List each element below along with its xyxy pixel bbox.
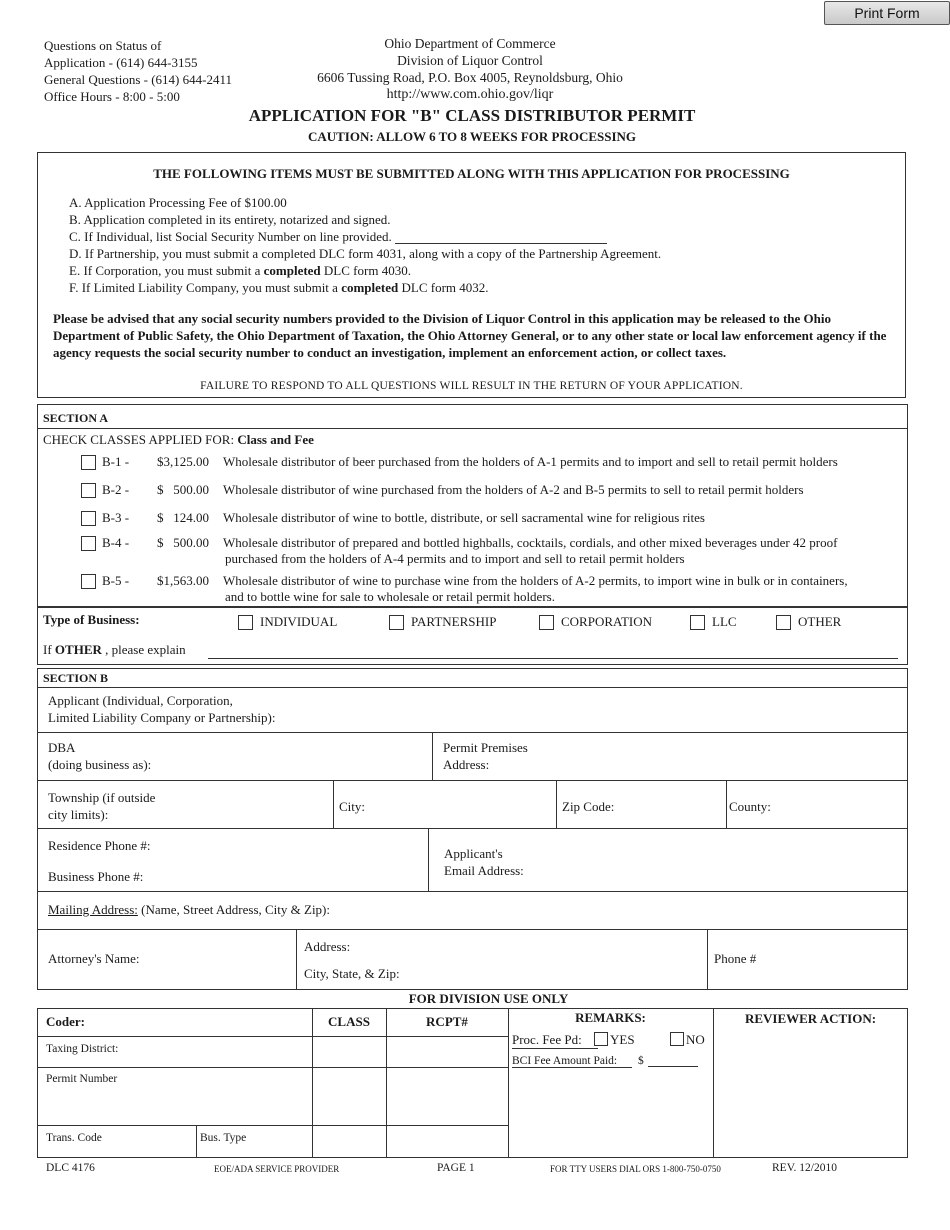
requirement-text: E. If Corporation, you must submit a [69, 263, 264, 278]
divider [37, 929, 908, 930]
coder-label: Coder: [46, 1014, 85, 1029]
city-label: City: [339, 799, 366, 814]
divider [726, 780, 727, 828]
class-description-continued: and to bottle wine for sale to wholesale or retail permit holders. [225, 589, 555, 604]
applicant-label [48, 692, 275, 726]
class-description-block [223, 573, 903, 605]
premises-address-input[interactable] [545, 755, 900, 773]
requirement-item [69, 262, 661, 279]
trans-code-label: Trans. Code [46, 1132, 102, 1144]
class-description-continued: purchased from the holders of A-4 permits and to import and sell to retail permit holders [225, 551, 685, 566]
divider [37, 891, 908, 892]
divider [556, 780, 557, 828]
requirements-list [69, 194, 661, 296]
attorney-city-label: City, State, & Zip: [304, 966, 400, 981]
class-code: B-1 - [102, 454, 130, 469]
other-bold: OTHER [54, 642, 102, 657]
attorney-city-input[interactable] [412, 965, 702, 983]
business-type-checkbox-llc[interactable] [690, 615, 705, 630]
class-description-block [223, 482, 903, 498]
requirement-text: DLC form 4030. [320, 263, 411, 278]
requirement-item: B. Application completed in its entirety, notarized and signed. [69, 212, 391, 227]
class-fee: $ 500.00 [157, 482, 209, 497]
business-type-label-other: OTHER [798, 614, 842, 629]
business-type-label-partnership: PARTNERSHIP [411, 614, 497, 629]
requirement-text: C. If Individual, list Social Security Number on line provided. [69, 229, 392, 244]
divider [37, 780, 908, 781]
divider [333, 780, 334, 828]
zip-label: Zip Code: [562, 799, 615, 814]
bus-type-label: Bus. Type [200, 1132, 247, 1144]
business-type-label-individual: INDIVIDUAL [260, 614, 338, 629]
business-type-checkbox-partnership[interactable] [389, 615, 404, 630]
email-label [444, 845, 524, 879]
class-description: Wholesale distributor of beer purchased from the holders of A-1 permits and to import and sell to retail permit holders [223, 454, 838, 469]
divider [428, 828, 429, 891]
other-text: , please explain [101, 642, 186, 657]
business-type-checkbox-individual[interactable] [238, 615, 253, 630]
label-line: Address: [443, 757, 490, 772]
dollar-sign: $ [638, 1055, 644, 1067]
underline [512, 1067, 632, 1068]
label-line: Limited Liability Company or Partnership): [48, 710, 276, 725]
section-a-label: SECTION A [43, 411, 109, 425]
proc-fee-yes-checkbox[interactable] [594, 1032, 608, 1046]
proc-fee-label: Proc. Fee Pd: [512, 1032, 582, 1047]
eoe-note: EOE/ADA SERVICE PROVIDER [214, 1164, 340, 1174]
mailing-address-label [48, 901, 330, 918]
class-checkbox[interactable] [81, 511, 96, 526]
class-code: B-5 - [102, 573, 130, 588]
divider [713, 1008, 714, 1158]
business-type-label: Type of Business: [43, 612, 140, 627]
class-description-block [223, 454, 903, 470]
premises-label [443, 739, 528, 773]
contact-line: Office Hours - 8:00 - 5:00 [44, 89, 180, 104]
label-line: Township (if outside [48, 790, 156, 805]
proc-fee-no-checkbox[interactable] [670, 1032, 684, 1046]
business-phone-label: Business Phone #: [48, 869, 144, 884]
class-row [0, 535, 950, 569]
divider [37, 1036, 508, 1037]
label-line: DBA [48, 740, 76, 755]
tty-note: FOR TTY USERS DIAL ORS 1-800-750-0750 [550, 1164, 721, 1174]
class-description: Wholesale distributor of wine to bottle, distribute, or sell sacramental wine for religious rites [223, 510, 705, 525]
yes-label: YES [610, 1032, 635, 1047]
divider [432, 732, 433, 780]
requirement-item: D. If Partnership, you must submit a completed DLC form 4031, along with a copy of the Partnership Agreement. [69, 246, 662, 261]
class-fee: $3,125.00 [157, 454, 209, 469]
divider [707, 929, 708, 990]
township-input[interactable] [120, 805, 325, 823]
mailing-address-input[interactable] [360, 901, 900, 919]
ssn-release-notice: Please be advised that any social security numbers provided to the Division of Liquor Control in this application may be released to the Ohio Department of Public Safety, the Ohio Department of Taxation, the Ohio Attorney General, or to any other state or local law enforcement agency if the agency requests the social security number to conduct an investigation, implement an enforcement action, or collect taxes. [53, 311, 887, 360]
label-text: (Name, Street Address, City & Zip): [137, 902, 331, 917]
requirement-text: F. If Limited Liability Company, you must submit a [69, 280, 342, 295]
bci-fee-label: BCI Fee Amount Paid: [512, 1055, 618, 1067]
divider [37, 687, 908, 688]
applicant-input[interactable] [300, 708, 900, 726]
contact-line: Questions on Status of [44, 38, 162, 53]
dba-label [48, 739, 151, 773]
division-use-box [37, 1008, 908, 1158]
residence-phone-input[interactable] [165, 837, 420, 855]
print-form-button[interactable]: Print Form [824, 1, 950, 25]
label-line: city limits): [48, 807, 109, 822]
divider [508, 1008, 509, 1158]
county-input[interactable] [780, 798, 902, 816]
attorney-address-input[interactable] [360, 938, 700, 956]
other-explain-label [43, 642, 186, 658]
attorney-label: Attorney's Name: [48, 951, 140, 966]
class-description: Wholesale distributor of wine purchased from the holders of A-2 and B-5 permits to sell to retail permit holders [223, 482, 804, 497]
label-line: Applicant's [444, 846, 503, 861]
class-fee: $ 500.00 [157, 535, 209, 550]
failure-warning: FAILURE TO RESPOND TO ALL QUESTIONS WILL RESULT IN THE RETURN OF YOUR APPLICATION. [200, 380, 743, 392]
label-line: Email Address: [444, 863, 524, 878]
class-description-block [223, 510, 903, 526]
page-number: PAGE 1 [437, 1162, 475, 1174]
requirement-item: A. Application Processing Fee of $100.00 [69, 195, 287, 210]
check-classes-label [43, 432, 314, 448]
class-checkbox[interactable] [81, 536, 96, 551]
contact-line: General Questions - (614) 644-2411 [44, 72, 232, 87]
divider [296, 929, 297, 990]
divider [38, 428, 907, 429]
requirement-bold: completed [341, 280, 399, 295]
ssn-input[interactable] [395, 231, 607, 244]
requirement-bold: completed [263, 263, 321, 278]
business-type-label-corporation: CORPORATION [561, 614, 653, 629]
caution-note: CAUTION: ALLOW 6 TO 8 WEEKS FOR PROCESSING [307, 129, 637, 144]
label-line: Permit Premises [443, 740, 528, 755]
class-checkbox[interactable] [81, 455, 96, 470]
zip-input[interactable] [625, 798, 720, 816]
page-title: APPLICATION FOR "B" CLASS DISTRIBUTOR PERMIT [248, 106, 696, 125]
class-description-block [223, 535, 903, 567]
email-input[interactable] [540, 861, 900, 879]
class-checkbox[interactable] [81, 483, 96, 498]
agency-address: 6606 Tussing Road, P.O. Box 4005, Reynoldsburg, Ohio [317, 70, 623, 85]
city-input[interactable] [372, 798, 550, 816]
residence-phone-label: Residence Phone #: [48, 838, 151, 853]
division-use-heading: FOR DIVISION USE ONLY [408, 991, 569, 1006]
contact-line: Application - (614) 644-3155 [44, 55, 198, 70]
class-code: B-4 - [102, 535, 130, 550]
label-line: (doing business as): [48, 757, 152, 772]
agency-header [290, 35, 650, 103]
other-text: If [43, 642, 55, 657]
label-underlined: Mailing Address: [48, 902, 138, 917]
divider [37, 1067, 508, 1068]
class-fee: $ 124.00 [157, 510, 209, 525]
class-checkbox[interactable] [81, 574, 96, 589]
agency-division: Division of Liquor Control [397, 53, 543, 68]
contact-info [44, 37, 232, 105]
county-label: County: [729, 799, 771, 814]
agency-dept: Ohio Department of Commerce [384, 36, 556, 51]
attorney-phone-input[interactable] [765, 950, 902, 968]
label-line: Applicant (Individual, Corporation, [48, 693, 233, 708]
business-type-checkbox-corporation[interactable] [539, 615, 554, 630]
requirement-text: DLC form 4032. [398, 280, 489, 295]
divider [386, 1008, 387, 1158]
remarks-label: REMARKS: [575, 1010, 646, 1025]
class-fee: $1,563.00 [157, 573, 209, 588]
section-b-label: SECTION B [43, 671, 109, 685]
divider [196, 1125, 197, 1158]
attorney-phone-label: Phone # [714, 951, 757, 966]
underline [512, 1048, 598, 1049]
bci-fee-amount-input[interactable] [648, 1053, 698, 1067]
check-classes-text: CHECK CLASSES APPLIED FOR: [43, 432, 238, 447]
permit-number-label: Permit Number [46, 1073, 118, 1085]
class-code: B-2 - [102, 482, 130, 497]
class-label: CLASS [328, 1014, 370, 1029]
other-explain-input[interactable] [208, 642, 898, 659]
class-description: Wholesale distributor of wine to purchase wine from the holders of A-2 permits, to import wine in bulk or in containers, [223, 573, 848, 588]
attorney-input[interactable] [150, 950, 290, 968]
agency-url[interactable]: http://www.com.ohio.gov/liqr [386, 87, 554, 102]
form-number: DLC 4176 [46, 1162, 95, 1174]
business-type-label-llc: LLC [712, 614, 737, 629]
divider [37, 1125, 508, 1126]
revision: REV. 12/2010 [772, 1162, 837, 1174]
business-type-checkbox-other[interactable] [776, 615, 791, 630]
divider [37, 828, 908, 829]
divider [312, 1008, 313, 1158]
reviewer-action-label: REVIEWER ACTION: [744, 1011, 877, 1026]
attorney-address-label: Address: [304, 939, 351, 954]
requirement-item [69, 279, 661, 296]
requirement-item [69, 228, 661, 245]
class-description: Wholesale distributor of prepared and bottled highballs, cocktails, cordials, and other mixed beverages under 42 proof [223, 535, 838, 550]
check-classes-bold: Class and Fee [237, 432, 314, 447]
no-label: NO [686, 1032, 705, 1047]
taxing-district-label: Taxing District: [46, 1043, 119, 1055]
requirements-heading: THE FOLLOWING ITEMS MUST BE SUBMITTED ALONG WITH THIS APPLICATION FOR PROCESSING [153, 166, 790, 181]
dba-input[interactable] [165, 755, 425, 773]
class-row [0, 573, 950, 607]
class-code: B-3 - [102, 510, 130, 525]
rcpt-label: RCPT# [426, 1014, 468, 1029]
business-phone-input[interactable] [160, 868, 420, 886]
divider [37, 732, 908, 733]
